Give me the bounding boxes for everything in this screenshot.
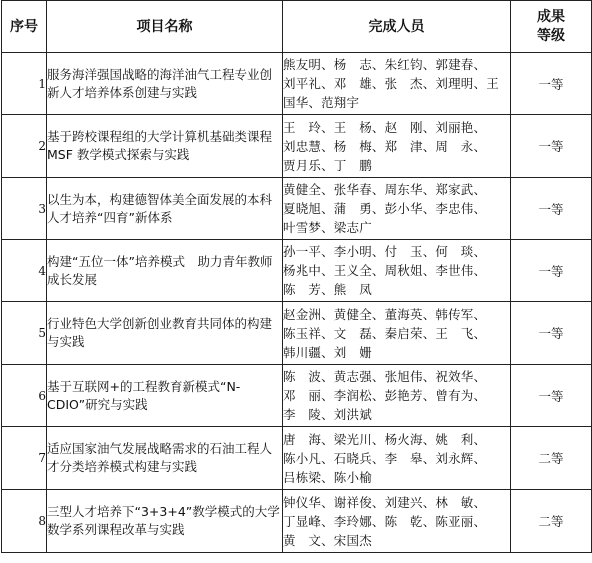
- award-grade: 一等: [511, 178, 592, 240]
- table-row: [2, 427, 592, 490]
- members-line: 孙一平、李小明、付 玉、何 琰、: [283, 244, 487, 259]
- table-row: [2, 240, 592, 302]
- header-name: 项目名称: [47, 1, 283, 53]
- members-line: 刘忠慧、杨 梅、郑 津、周 永、: [283, 138, 487, 154]
- row-number: 3: [2, 178, 47, 240]
- row-number: 7: [2, 427, 47, 490]
- members-line: 钟仪华、谢祥俊、刘建兴、林 敏、: [283, 494, 487, 510]
- award-grade: 一等: [511, 302, 592, 365]
- members-line: 熊友明、杨 志、朱红钧、郭建春、: [283, 57, 487, 72]
- members-line: 陈 波、黄志强、张旭伟、祝效华、: [283, 369, 487, 384]
- table-row: [2, 115, 592, 178]
- project-name: 三型人才培养下“3+3+4”教学模式的大学数学系列课程改革与实践: [47, 490, 283, 553]
- members-line: 黄 文、宋国杰: [283, 532, 372, 548]
- row-number: 5: [2, 302, 47, 365]
- members-line: 陈 芳、熊 凤: [283, 282, 372, 297]
- award-grade: 二等: [511, 490, 592, 553]
- table-row: [2, 178, 592, 240]
- award-grade: 一等: [511, 53, 592, 115]
- header-row: [2, 1, 592, 53]
- table-row: [2, 302, 592, 365]
- table-row: [2, 490, 592, 553]
- members-line: 黄健全、张华春、周东华、郑家武、: [283, 182, 487, 197]
- members-line: 邓 丽、李润松、彭艳芳、曾有为、: [283, 388, 487, 403]
- project-name: 适应国家油气发展战略需求的石油工程人才分类培养模式构建与实践: [47, 427, 283, 490]
- table-row: [2, 365, 592, 427]
- members-line: 丁显峰、李玲娜、陈 乾、陈亚丽、: [283, 513, 487, 529]
- row-number: 1: [2, 53, 47, 115]
- row-number: 8: [2, 490, 47, 553]
- project-members: [283, 302, 511, 365]
- row-number: 2: [2, 115, 47, 178]
- table-row: [2, 53, 592, 115]
- project-members: [283, 490, 511, 553]
- project-name: 行业特色大学创新创业教育共同体的构建与实践: [47, 302, 283, 365]
- members-line: 刘平礼、邓 雄、张 杰、刘理明、王: [283, 76, 499, 91]
- header-grade: [511, 1, 592, 53]
- award-grade: 一等: [511, 115, 592, 178]
- award-grade: 一等: [511, 365, 592, 427]
- members-line: 陈小凡、石晓兵、李 皋、刘永辉、: [283, 450, 487, 466]
- row-number: 6: [2, 365, 47, 427]
- members-line: 韩川疆、刘 姗: [283, 344, 372, 360]
- project-members: [283, 427, 511, 490]
- project-name: 以生为本，构建德智体美全面发展的本科人才培养“四育”新体系: [47, 178, 283, 240]
- project-members: [283, 178, 511, 240]
- members-line: 国华、范翔宇: [283, 95, 360, 110]
- project-name: 服务海洋强国战略的海洋油气工程专业创新人才培养体系创建与实践: [47, 53, 283, 115]
- award-grade: 一等: [511, 240, 592, 302]
- header-people: 完成人员: [283, 1, 511, 53]
- header-grade-label: 成果等级: [537, 8, 565, 44]
- project-members: [283, 53, 511, 115]
- project-members: [283, 115, 511, 178]
- project-members: [283, 240, 511, 302]
- members-line: 唐 海、梁光川、杨火海、姚 利、: [283, 431, 487, 447]
- project-name: 基于跨校课程组的大学计算机基础类课程 MSF 教学模式探索与实践: [47, 115, 283, 178]
- members-line: 叶雪梦、梁志广: [283, 220, 372, 235]
- project-members: [283, 365, 511, 427]
- awards-table: [1, 0, 592, 553]
- award-grade: 二等: [511, 427, 592, 490]
- members-line: 贾月乐、丁 鹏: [283, 157, 372, 173]
- project-name: 构建“五位一体”培养模式 助力青年教师成长发展: [47, 240, 283, 302]
- members-line: 夏晓旭、蒲 勇、彭小华、李忠伟、: [283, 201, 487, 216]
- members-line: 王 玲、王 杨、赵 刚、刘丽艳、: [283, 119, 487, 135]
- members-line: 陈玉祥、文 磊、秦启荣、王 飞、: [283, 325, 487, 341]
- members-line: 李 陵、刘洪斌: [283, 407, 372, 422]
- project-name: 基于互联网+的工程教育新模式“N-CDIO”研究与实践: [47, 365, 283, 427]
- members-line: 赵金洲、黄健全、董海英、韩传军、: [283, 306, 487, 322]
- members-line: 杨兆中、王义全、周秋姐、李世伟、: [283, 263, 487, 278]
- header-no: 序号: [2, 1, 47, 53]
- members-line: 吕栋梁、陈小榆: [283, 469, 372, 485]
- row-number: 4: [2, 240, 47, 302]
